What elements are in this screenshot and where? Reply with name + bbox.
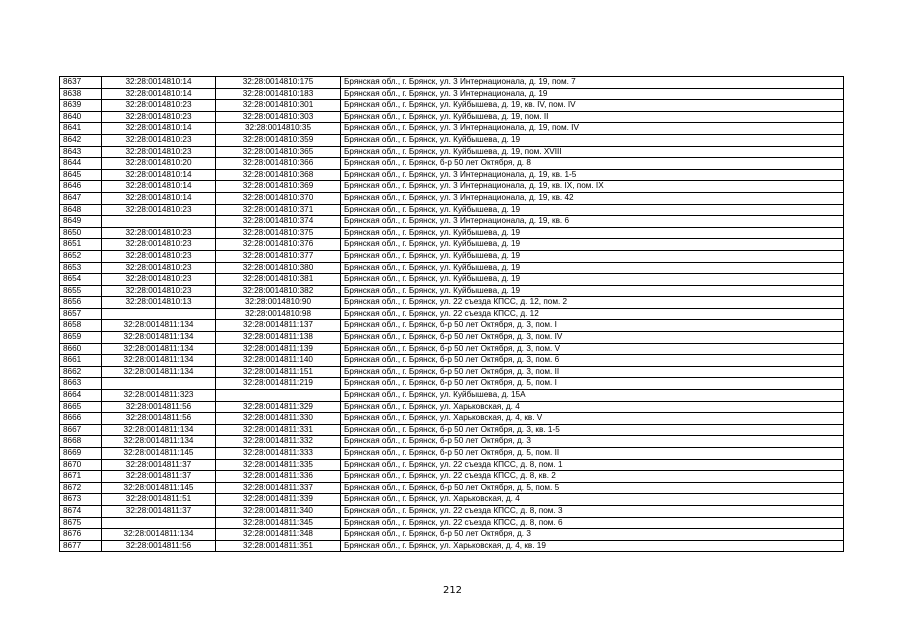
land-parcel-cell xyxy=(102,378,216,390)
table-row xyxy=(60,297,844,309)
address-cell: Брянская обл., г. Брянск, ул. 22 съезда КПСС, д. 12, пом. 2 xyxy=(341,297,844,309)
address-cell: Брянская обл., г. Брянск, ул. Куйбышева, д. 19 xyxy=(341,134,844,146)
row-number-cell: 8657 xyxy=(60,308,102,320)
object-number-cell: 32:28:0014810:374 xyxy=(216,216,341,228)
address-cell: Брянская обл., г. Брянск, ул. Куйбышева, д. 19, пом. II xyxy=(341,111,844,123)
address-cell: Брянская обл., г. Брянск, ул. Куйбышева, д. 19 xyxy=(341,227,844,239)
address-cell: Брянская обл., г. Брянск, ул. Куйбышева, д. 19, кв. IV, пом. IV xyxy=(341,100,844,112)
address-cell: Брянская обл., г. Брянск, б-р 50 лет Октября, д. 3, пом. 6 xyxy=(341,355,844,367)
address-cell: Брянская обл., г. Брянск, б-р 50 лет Октября, д. 3, пом. I xyxy=(341,320,844,332)
row-number-cell: 8670 xyxy=(60,459,102,471)
object-number-cell: 32:28:0014811:330 xyxy=(216,413,341,425)
table-row xyxy=(60,158,844,170)
object-number-cell: 32:28:0014811:331 xyxy=(216,424,341,436)
address-cell: Брянская обл., г. Брянск, ул. 3 Интернационала, д. 19, кв. 1-5 xyxy=(341,169,844,181)
object-number-cell: 32:28:0014811:351 xyxy=(216,540,341,552)
table-row xyxy=(60,169,844,181)
land-parcel-cell: 32:28:0014811:37 xyxy=(102,505,216,517)
land-parcel-cell: 32:28:0014810:23 xyxy=(102,134,216,146)
land-parcel-cell: 32:28:0014810:23 xyxy=(102,250,216,262)
land-parcel-cell: 32:28:0014810:23 xyxy=(102,239,216,251)
address-cell: Брянская обл., г. Брянск, ул. 3 Интернационала, д. 19, пом. 7 xyxy=(341,77,844,89)
object-number-cell: 32:28:0014810:380 xyxy=(216,262,341,274)
address-cell: Брянская обл., г. Брянск, б-р 50 лет Октября, д. 3 xyxy=(341,436,844,448)
table-row xyxy=(60,285,844,297)
row-number-cell: 8669 xyxy=(60,448,102,460)
table-row xyxy=(60,332,844,344)
table-row xyxy=(60,308,844,320)
row-number-cell: 8667 xyxy=(60,424,102,436)
table-row xyxy=(60,448,844,460)
object-number-cell: 32:28:0014811:139 xyxy=(216,343,341,355)
land-parcel-cell: 32:28:0014811:134 xyxy=(102,436,216,448)
address-cell: Брянская обл., г. Брянск, б-р 50 лет Октября, д. 3, пом. II xyxy=(341,366,844,378)
table-row xyxy=(60,250,844,262)
table-row xyxy=(60,204,844,216)
land-parcel-cell: 32:28:0014811:134 xyxy=(102,332,216,344)
table-row xyxy=(60,146,844,158)
land-parcel-cell: 32:28:0014810:14 xyxy=(102,77,216,89)
page-number: 212 xyxy=(442,585,463,596)
row-number-cell: 8647 xyxy=(60,192,102,204)
address-cell: Брянская обл., г. Брянск, ул. Харьковская, д. 4, кв. 19 xyxy=(341,540,844,552)
table-row xyxy=(60,505,844,517)
object-number-cell: 32:28:0014810:366 xyxy=(216,158,341,170)
row-number-cell: 8637 xyxy=(60,77,102,89)
object-number-cell: 32:28:0014811:340 xyxy=(216,505,341,517)
land-parcel-cell: 32:28:0014810:23 xyxy=(102,285,216,297)
row-number-cell: 8644 xyxy=(60,158,102,170)
object-number-cell: 32:28:0014810:369 xyxy=(216,181,341,193)
land-parcel-cell: 32:28:0014810:23 xyxy=(102,111,216,123)
object-number-cell: 32:28:0014810:303 xyxy=(216,111,341,123)
row-number-cell: 8641 xyxy=(60,123,102,135)
table-row xyxy=(60,100,844,112)
row-number-cell: 8659 xyxy=(60,332,102,344)
land-parcel-cell: 32:28:0014811:56 xyxy=(102,413,216,425)
land-parcel-cell: 32:28:0014811:134 xyxy=(102,355,216,367)
row-number-cell: 8677 xyxy=(60,540,102,552)
land-parcel-cell: 32:28:0014811:37 xyxy=(102,459,216,471)
row-number-cell: 8656 xyxy=(60,297,102,309)
address-cell: Брянская обл., г. Брянск, б-р 50 лет Октября, д. 3, кв. 1-5 xyxy=(341,424,844,436)
address-cell: Брянская обл., г. Брянск, ул. Куйбышева, д. 19 xyxy=(341,250,844,262)
address-cell: Брянская обл., г. Брянск, б-р 50 лет Октября, д. 5, пом. I xyxy=(341,378,844,390)
object-number-cell: 32:28:0014810:382 xyxy=(216,285,341,297)
address-cell: Брянская обл., г. Брянск, ул. Куйбышева, д. 15А xyxy=(341,390,844,402)
row-number-cell: 8671 xyxy=(60,471,102,483)
table-row xyxy=(60,471,844,483)
land-parcel-cell: 32:28:0014810:23 xyxy=(102,262,216,274)
object-number-cell: 32:28:0014810:90 xyxy=(216,297,341,309)
land-parcel-cell: 32:28:0014811:56 xyxy=(102,401,216,413)
object-number-cell: 32:28:0014811:335 xyxy=(216,459,341,471)
land-parcel-cell: 32:28:0014811:145 xyxy=(102,448,216,460)
table-row xyxy=(60,227,844,239)
land-parcel-cell: 32:28:0014810:14 xyxy=(102,88,216,100)
table-row xyxy=(60,343,844,355)
object-number-cell: 32:28:0014810:98 xyxy=(216,308,341,320)
row-number-cell: 8658 xyxy=(60,320,102,332)
address-cell: Брянская обл., г. Брянск, ул. Куйбышева, д. 19 xyxy=(341,262,844,274)
table-row xyxy=(60,517,844,529)
object-number-cell: 32:28:0014811:345 xyxy=(216,517,341,529)
object-number-cell: 32:28:0014810:301 xyxy=(216,100,341,112)
row-number-cell: 8661 xyxy=(60,355,102,367)
address-cell: Брянская обл., г. Брянск, б-р 50 лет Октября, д. 5, пом. 5 xyxy=(341,482,844,494)
land-parcel-cell: 32:28:0014811:134 xyxy=(102,366,216,378)
object-number-cell: 32:28:0014811:332 xyxy=(216,436,341,448)
object-number-cell: 32:28:0014810:376 xyxy=(216,239,341,251)
row-number-cell: 8674 xyxy=(60,505,102,517)
table-row xyxy=(60,320,844,332)
table-row xyxy=(60,192,844,204)
address-cell: Брянская обл., г. Брянск, ул. 22 съезда КПСС, д. 8, пом. 6 xyxy=(341,517,844,529)
table-row xyxy=(60,424,844,436)
object-number-cell: 32:28:0014811:151 xyxy=(216,366,341,378)
table-row xyxy=(60,355,844,367)
land-parcel-cell: 32:28:0014811:134 xyxy=(102,424,216,436)
object-number-cell: 32:28:0014811:336 xyxy=(216,471,341,483)
object-number-cell: 32:28:0014810:183 xyxy=(216,88,341,100)
object-number-cell: 32:28:0014811:337 xyxy=(216,482,341,494)
table-row xyxy=(60,123,844,135)
row-number-cell: 8648 xyxy=(60,204,102,216)
land-parcel-cell: 32:28:0014810:23 xyxy=(102,204,216,216)
address-cell: Брянская обл., г. Брянск, ул. Харьковская, д. 4, кв. V xyxy=(341,413,844,425)
registry-table xyxy=(59,76,844,552)
address-cell: Брянская обл., г. Брянск, ул. 3 Интернационала, д. 19 xyxy=(341,88,844,100)
table-row xyxy=(60,262,844,274)
land-parcel-cell: 32:28:0014810:14 xyxy=(102,123,216,135)
address-cell: Брянская обл., г. Брянск, ул. 3 Интернационала, д. 19, пом. IV xyxy=(341,123,844,135)
table-row xyxy=(60,378,844,390)
table-row xyxy=(60,482,844,494)
table-row xyxy=(60,494,844,506)
address-cell: Брянская обл., г. Брянск, ул. Харьковская, д. 4 xyxy=(341,401,844,413)
object-number-cell xyxy=(216,390,341,402)
table-row xyxy=(60,390,844,402)
table-row xyxy=(60,134,844,146)
table-row xyxy=(60,88,844,100)
address-cell: Брянская обл., г. Брянск, ул. Куйбышева, д. 19 xyxy=(341,239,844,251)
address-cell: Брянская обл., г. Брянск, ул. 3 Интернационала, д. 19, кв. 6 xyxy=(341,216,844,228)
table-row xyxy=(60,181,844,193)
land-parcel-cell xyxy=(102,517,216,529)
land-parcel-cell: 32:28:0014810:23 xyxy=(102,274,216,286)
object-number-cell: 32:28:0014811:137 xyxy=(216,320,341,332)
land-parcel-cell xyxy=(102,308,216,320)
land-parcel-cell: 32:28:0014810:20 xyxy=(102,158,216,170)
row-number-cell: 8664 xyxy=(60,390,102,402)
table-row xyxy=(60,413,844,425)
object-number-cell: 32:28:0014810:370 xyxy=(216,192,341,204)
row-number-cell: 8643 xyxy=(60,146,102,158)
table-row xyxy=(60,366,844,378)
row-number-cell: 8642 xyxy=(60,134,102,146)
address-cell: Брянская обл., г. Брянск, ул. Куйбышева, д. 19 xyxy=(341,204,844,216)
address-cell: Брянская обл., г. Брянск, б-р 50 лет Октября, д. 3 xyxy=(341,529,844,541)
land-parcel-cell: 32:28:0014811:134 xyxy=(102,529,216,541)
row-number-cell: 8675 xyxy=(60,517,102,529)
land-parcel-cell: 32:28:0014810:23 xyxy=(102,146,216,158)
registry-table-body xyxy=(60,77,844,552)
object-number-cell: 32:28:0014810:359 xyxy=(216,134,341,146)
table-row xyxy=(60,529,844,541)
object-number-cell: 32:28:0014811:219 xyxy=(216,378,341,390)
row-number-cell: 8672 xyxy=(60,482,102,494)
address-cell: Брянская обл., г. Брянск, ул. 22 съезда КПСС, д. 12 xyxy=(341,308,844,320)
row-number-cell: 8668 xyxy=(60,436,102,448)
table-row xyxy=(60,401,844,413)
land-parcel-cell: 32:28:0014810:13 xyxy=(102,297,216,309)
table-row xyxy=(60,111,844,123)
object-number-cell: 32:28:0014810:368 xyxy=(216,169,341,181)
row-number-cell: 8650 xyxy=(60,227,102,239)
land-parcel-cell: 32:28:0014810:14 xyxy=(102,169,216,181)
object-number-cell: 32:28:0014811:329 xyxy=(216,401,341,413)
object-number-cell: 32:28:0014811:348 xyxy=(216,529,341,541)
address-cell: Брянская обл., г. Брянск, ул. Харьковская, д. 4 xyxy=(341,494,844,506)
row-number-cell: 8676 xyxy=(60,529,102,541)
row-number-cell: 8638 xyxy=(60,88,102,100)
object-number-cell: 32:28:0014810:371 xyxy=(216,204,341,216)
row-number-cell: 8673 xyxy=(60,494,102,506)
land-parcel-cell: 32:28:0014811:145 xyxy=(102,482,216,494)
address-cell: Брянская обл., г. Брянск, б-р 50 лет Октября, д. 8 xyxy=(341,158,844,170)
table-row xyxy=(60,77,844,89)
land-parcel-cell: 32:28:0014811:56 xyxy=(102,540,216,552)
row-number-cell: 8651 xyxy=(60,239,102,251)
land-parcel-cell: 32:28:0014811:323 xyxy=(102,390,216,402)
object-number-cell: 32:28:0014810:377 xyxy=(216,250,341,262)
object-number-cell: 32:28:0014811:333 xyxy=(216,448,341,460)
row-number-cell: 8666 xyxy=(60,413,102,425)
row-number-cell: 8655 xyxy=(60,285,102,297)
address-cell: Брянская обл., г. Брянск, ул. 3 Интернационала, д. 19, кв. 42 xyxy=(341,192,844,204)
address-cell: Брянская обл., г. Брянск, ул. 22 съезда КПСС, д. 8, пом. 3 xyxy=(341,505,844,517)
address-cell: Брянская обл., г. Брянск, б-р 50 лет Октября, д. 3, пом. V xyxy=(341,343,844,355)
object-number-cell: 32:28:0014810:365 xyxy=(216,146,341,158)
land-parcel-cell: 32:28:0014811:134 xyxy=(102,343,216,355)
row-number-cell: 8649 xyxy=(60,216,102,228)
address-cell: Брянская обл., г. Брянск, б-р 50 лет Октября, д. 5, пом. II xyxy=(341,448,844,460)
address-cell: Брянская обл., г. Брянск, ул. Куйбышева, д. 19, пом. XVIII xyxy=(341,146,844,158)
object-number-cell: 32:28:0014810:381 xyxy=(216,274,341,286)
address-cell: Брянская обл., г. Брянск, ул. Куйбышева, д. 19 xyxy=(341,274,844,286)
table-row xyxy=(60,459,844,471)
land-parcel-cell xyxy=(102,216,216,228)
table-row xyxy=(60,436,844,448)
table-row xyxy=(60,239,844,251)
row-number-cell: 8639 xyxy=(60,100,102,112)
address-cell: Брянская обл., г. Брянск, ул. Куйбышева, д. 19 xyxy=(341,285,844,297)
object-number-cell: 32:28:0014811:140 xyxy=(216,355,341,367)
address-cell: Брянская обл., г. Брянск, ул. 22 съезда КПСС, д. 8, пом. 1 xyxy=(341,459,844,471)
land-parcel-cell: 32:28:0014810:23 xyxy=(102,227,216,239)
row-number-cell: 8654 xyxy=(60,274,102,286)
table-row xyxy=(60,540,844,552)
object-number-cell: 32:28:0014810:35 xyxy=(216,123,341,135)
land-parcel-cell: 32:28:0014810:23 xyxy=(102,100,216,112)
row-number-cell: 8652 xyxy=(60,250,102,262)
row-number-cell: 8653 xyxy=(60,262,102,274)
table-row xyxy=(60,274,844,286)
land-parcel-cell: 32:28:0014811:51 xyxy=(102,494,216,506)
object-number-cell: 32:28:0014811:339 xyxy=(216,494,341,506)
address-cell: Брянская обл., г. Брянск, ул. 22 съезда КПСС, д. 8, кв. 2 xyxy=(341,471,844,483)
object-number-cell: 32:28:0014810:175 xyxy=(216,77,341,89)
object-number-cell: 32:28:0014810:375 xyxy=(216,227,341,239)
address-cell: Брянская обл., г. Брянск, ул. 3 Интернационала, д. 19, кв. IX, пом. IX xyxy=(341,181,844,193)
row-number-cell: 8665 xyxy=(60,401,102,413)
row-number-cell: 8640 xyxy=(60,111,102,123)
table-row xyxy=(60,216,844,228)
row-number-cell: 8645 xyxy=(60,169,102,181)
row-number-cell: 8662 xyxy=(60,366,102,378)
land-parcel-cell: 32:28:0014810:14 xyxy=(102,192,216,204)
row-number-cell: 8646 xyxy=(60,181,102,193)
address-cell: Брянская обл., г. Брянск, б-р 50 лет Октября, д. 3, пом. IV xyxy=(341,332,844,344)
land-parcel-cell: 32:28:0014810:14 xyxy=(102,181,216,193)
object-number-cell: 32:28:0014811:138 xyxy=(216,332,341,344)
row-number-cell: 8663 xyxy=(60,378,102,390)
land-parcel-cell: 32:28:0014811:134 xyxy=(102,320,216,332)
land-parcel-cell: 32:28:0014811:37 xyxy=(102,471,216,483)
row-number-cell: 8660 xyxy=(60,343,102,355)
